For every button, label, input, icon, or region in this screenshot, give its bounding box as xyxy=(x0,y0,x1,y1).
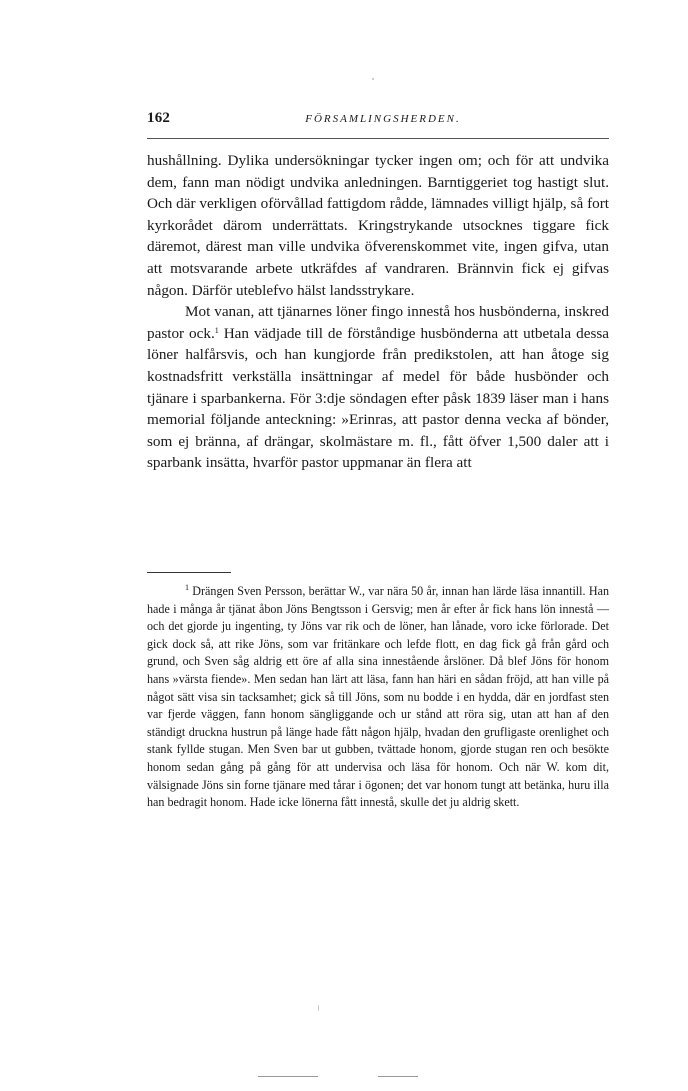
footnote-marker: 1 xyxy=(185,583,189,592)
footnote-rule xyxy=(147,572,231,573)
paragraph-2 xyxy=(147,301,609,474)
footnote-text: Drängen Sven Persson, berättar W., var nära 50 år, innan han lärde läsa innantill. Han hade i många år tjänat åbon Jöns Bengtsson i Gersvig; men år efter år fick hans lön innestå — och det gjorde ju ingenting, ty Jöns var rik och de löner, han lånade, voro icke förlorade. Det gick dock så, att rike Jöns, som var fritänkare och lefde flott, en dag fick gå från gård och grund, och Sven såg aldrig ett öre af alla sina innestående årslöner. Då blef Jöns för honom hans »värsta fiende». Men sedan han lärt att läsa, fann han häri en sådan fröjd, att han ville på något sätt visa sin tacksamhet; gick så till Jöns, som nu bodde i en hydda, där en jordfast sten var fjerde väggen, fann honom sängliggande och ur stånd att röra sig, utan att han af den ständigt druckna hustrun på länge hade fått någon hjälp, hvadan den grufligaste orenlighet och stank fyllde stugan. Men Sven bar ut gubben, tvättade honom, gjorde stugan ren och besökte honom sedan gång på gång för att undervisa och läsa för honom. Och när W. kom dit, välsignade Jöns sin forne tjänare med tårar i ögonen; det var honom tungt att betänka, huru illa han bedragit honom. Hade icke lönerna fått innestå, skulle det ju aldrig skett. xyxy=(147,584,609,810)
scan-edge-mark xyxy=(378,1076,418,1077)
paragraph-2-text: Mot vanan, att tjänarnes löner fingo innestå hos husbönderna, inskred pastor ock. xyxy=(147,303,609,342)
running-head: FÖRSAMLINGSHERDEN. xyxy=(305,113,461,125)
footnote-reference: 1 xyxy=(214,325,219,335)
footnote-paragraph xyxy=(147,583,609,812)
scan-speck-bottom xyxy=(318,1005,319,1011)
scan-speck xyxy=(372,78,374,80)
header-rule xyxy=(147,138,609,139)
paragraph-2-continuation: Han vädjade till de förståndige husbönderna att utbetala dessa löner halfårsvis, och han kungjorde från predikstolen, att han åtoge sig kostnadsfritt verkställa insättningar af medel för både husbönder och tjänare i sparbankerna. För 3:dje söndagen efter påsk 1839 läser man i hans memorial följande anteckning: »Erinras, att pastor denna vecka af bönder, som ej bränna, af drängar, skolmästare m. fl., fått öfver 1,500 daler att i sparbank insätta, hvarför pastor uppmanar än flera att xyxy=(147,324,610,472)
footnote xyxy=(147,583,609,812)
main-text xyxy=(147,150,609,474)
page-number: 162 xyxy=(147,110,171,126)
scan-edge-mark xyxy=(258,1076,318,1077)
page-header xyxy=(147,110,609,134)
paragraph-1: hushållning. Dylika undersökningar tycker ingen om; och för att undvika dem, fann man nödigt undvika anledningen. Barntiggeriet tog hastigt slut. Och där verkligen oförvållad fattigdom rådde, lämnades villigt hjälp, så fort kyrkorådet därom underrättats. Kringstrykande utsocknes tiggare fick däremot, därest man ville undvika öfverenskommet vite, ingen gifva, utan att motsvarande arbete utkräfdes af vandraren. Brännvin fick ej gifvas någon. Därför uteblefvo hälst landsstrykare. xyxy=(147,152,609,299)
